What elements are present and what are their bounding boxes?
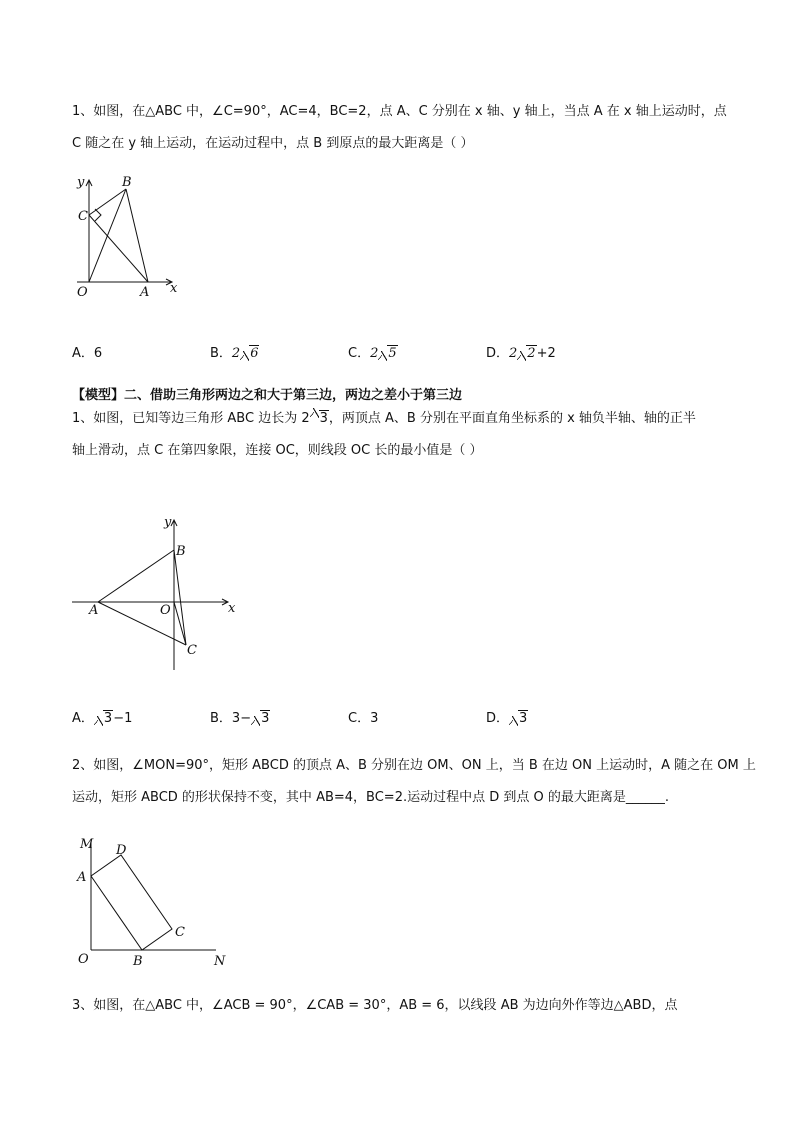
question-2-text — [72, 403, 732, 467]
q2-segment-ab — [98, 550, 174, 602]
q3-label-b: B — [133, 954, 143, 969]
q3-rectangle-abcd — [91, 855, 172, 950]
q2-label-c: C — [187, 643, 197, 658]
q1-label-o: O — [77, 285, 88, 300]
question-1-text — [72, 96, 732, 160]
q1-option-c: C．2 5 — [348, 346, 397, 361]
question-2-figure — [70, 512, 245, 674]
question-1-figure — [72, 172, 192, 312]
question-3-figure — [72, 832, 237, 970]
q1-label-a: A — [140, 285, 150, 300]
q1-segment-ob — [89, 189, 126, 282]
question-3-line-2: 运动，矩形 ABCD 的形状保持不变，其中 AB=4，BC=2.运动过程中点 D 到点 O 的最大距离是______. — [72, 790, 670, 805]
question-2-line-1: 1、如图，已知等边三角形 ABC 边长为 2 3，两顶点 A、B 分别在平面直角坐标系的 x 轴负半轴、轴的正半 — [72, 403, 732, 435]
q2-segment-bc — [174, 550, 186, 645]
q2-label-b: B — [176, 544, 186, 559]
q2-option-b: B．3− 3 — [210, 711, 270, 726]
q1-option-b: B．2 6 — [210, 346, 259, 361]
q2-label-a: A — [89, 603, 99, 618]
q2-label-o: O — [160, 603, 171, 618]
q1-label-x: x — [170, 281, 178, 296]
q2-option-a: A． 3−1 — [72, 711, 133, 726]
q1-label-y: y — [77, 175, 85, 190]
q1-option-a: A．6 — [72, 346, 103, 361]
question-4-line-1: 3、如图，在△ABC 中，∠ACB = 90°，∠CAB = 30°，AB = 6，以线段 AB 为边向外作等边△ABD，点 — [72, 998, 678, 1013]
q3-label-o: O — [78, 952, 89, 967]
q3-label-m: M — [80, 837, 94, 852]
question-3-text — [72, 750, 756, 814]
q3-label-c: C — [175, 925, 185, 940]
q3-label-n: N — [214, 954, 226, 969]
q2-option-d: D． 3 — [486, 711, 528, 726]
question-1-line-1: 1、如图，在△ABC 中，∠C=90°，AC=4，BC=2，点 A、C 分别在 x 轴、y 轴上，当点 A 在 x 轴上运动时，点 — [72, 104, 727, 119]
q3-label-a: A — [77, 870, 87, 885]
q3-label-d: D — [116, 843, 127, 858]
q1-right-angle-icon — [95, 209, 101, 221]
question-1-line-2: C 随之在 y 轴上运动，在运动过程中，点 B 到原点的最大距离是（ ） — [72, 136, 474, 151]
question-2-line-2: 轴上滑动，点 C 在第四象限，连接 OC，则线段 OC 长的最小值是（ ） — [72, 443, 483, 458]
q2-label-x: x — [228, 601, 236, 616]
q2-segment-ac — [98, 602, 186, 645]
question-3-line-1: 2、如图，∠MON=90°，矩形 ABCD 的顶点 A、B 分别在边 OM、ON 上，当 B 在边 ON 上运动时，A 随之在 OM 上 — [72, 758, 756, 773]
question-4-text — [72, 990, 732, 1022]
q1-option-d: D．2 2+2 — [486, 346, 556, 361]
q1-segment-ba — [126, 189, 148, 282]
q1-segment-ca — [89, 215, 148, 282]
q2-label-y: y — [164, 515, 172, 530]
section-heading: 【模型】二、借助三角形两边之和大于第三边，两边之差小于第三边 — [72, 388, 463, 403]
q1-label-c: C — [78, 209, 88, 224]
q2-option-c: C．3 — [348, 711, 379, 726]
q2-segment-oc — [174, 602, 186, 645]
q1-label-b: B — [122, 175, 132, 190]
